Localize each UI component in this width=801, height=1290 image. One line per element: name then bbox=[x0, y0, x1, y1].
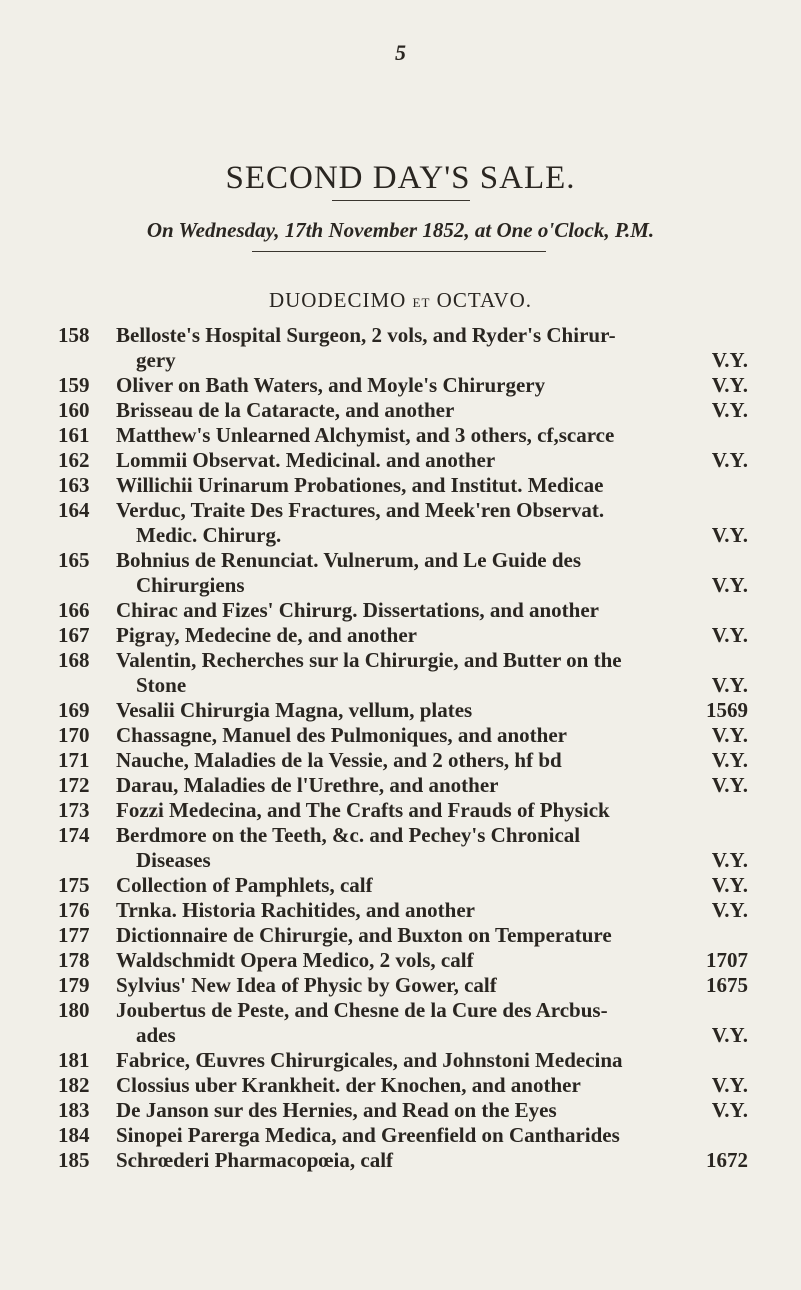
lot-number: 185 bbox=[58, 1148, 90, 1172]
lot-number: 159 bbox=[58, 373, 90, 397]
divider-top bbox=[332, 200, 470, 201]
lot-note bbox=[738, 1123, 748, 1148]
lot-entry bbox=[58, 998, 748, 1048]
lot-description: De Janson sur des Hernies, and Read on the Eyes bbox=[116, 1098, 557, 1122]
lot-note: V.Y. bbox=[711, 523, 748, 547]
sale-date: On Wednesday, 17th November 1852, at One o'Clock, P.M. bbox=[146, 218, 655, 242]
lot-number: 162 bbox=[58, 448, 90, 472]
lot-description: Darau, Maladies de l'Urethre, and another bbox=[116, 773, 499, 797]
lot-description: Chirac and Fizes' Chirurg. Dissertations, and another bbox=[116, 598, 599, 622]
lot-description: Berdmore on the Teeth, &c. and Pechey's Chronical bbox=[116, 823, 581, 847]
lot-number: 168 bbox=[58, 648, 90, 672]
lot-entry bbox=[58, 1123, 748, 1148]
lot-description: Dictionnaire de Chirurgie, and Buxton on Temperature bbox=[116, 923, 612, 947]
lot-description: Nauche, Maladies de la Vessie, and 2 others, hf bd bbox=[116, 748, 562, 772]
lot-note bbox=[738, 323, 748, 348]
lot-note: V.Y. bbox=[711, 623, 748, 647]
lot-entry bbox=[58, 448, 748, 473]
lot-description-continued: Diseases bbox=[136, 848, 211, 872]
lot-note: V.Y. bbox=[711, 348, 748, 372]
lot-note bbox=[738, 1048, 748, 1073]
lot-note: V.Y. bbox=[711, 723, 748, 747]
lot-number: 176 bbox=[58, 898, 90, 922]
lot-number: 183 bbox=[58, 1098, 90, 1122]
lot-note bbox=[738, 923, 748, 948]
lot-number: 179 bbox=[58, 973, 90, 997]
lot-note bbox=[738, 473, 748, 498]
lot-description: Vesalii Chirurgia Magna, vellum, plates bbox=[116, 698, 473, 722]
lot-note bbox=[738, 998, 748, 1023]
lot-number: 165 bbox=[58, 548, 90, 572]
lot-note bbox=[738, 648, 748, 673]
lot-description-continued: Chirurgiens bbox=[136, 573, 245, 597]
lot-note bbox=[738, 548, 748, 573]
lot-note: V.Y. bbox=[711, 673, 748, 697]
lot-note bbox=[738, 598, 748, 623]
lot-description: Sylvius' New Idea of Physic by Gower, calf bbox=[116, 973, 497, 997]
lot-number: 164 bbox=[58, 498, 90, 522]
lot-entry bbox=[58, 623, 748, 648]
lot-number: 173 bbox=[58, 798, 90, 822]
lot-description: Schrœderi Pharmacopœia, calf bbox=[116, 1148, 394, 1172]
lot-entry bbox=[58, 1098, 748, 1123]
lot-number: 170 bbox=[58, 723, 90, 747]
lot-note: V.Y. bbox=[711, 1023, 748, 1047]
lot-note: V.Y. bbox=[711, 898, 748, 922]
lot-note: V.Y. bbox=[711, 448, 748, 472]
lot-number: 172 bbox=[58, 773, 90, 797]
lot-entry bbox=[58, 873, 748, 898]
lot-number: 163 bbox=[58, 473, 90, 497]
lot-entry bbox=[58, 723, 748, 748]
lot-note: V.Y. bbox=[711, 373, 748, 397]
lot-description: Fabrice, Œuvres Chirurgicales, and Johnstoni Medecina bbox=[116, 1048, 623, 1072]
lot-note: V.Y. bbox=[711, 398, 748, 422]
lot-entry bbox=[58, 648, 748, 698]
lot-note bbox=[738, 498, 748, 523]
lot-entry bbox=[58, 898, 748, 923]
lot-number: 166 bbox=[58, 598, 90, 622]
lot-note: 1707 bbox=[706, 948, 748, 972]
lot-number: 177 bbox=[58, 923, 90, 947]
lot-note: V.Y. bbox=[711, 748, 748, 772]
lot-entry bbox=[58, 548, 748, 598]
lot-description: Oliver on Bath Waters, and Moyle's Chirurgery bbox=[116, 373, 546, 397]
lot-description: Clossius uber Krankheit. der Knochen, and another bbox=[116, 1073, 581, 1097]
lot-note: V.Y. bbox=[711, 1073, 748, 1097]
lot-description-continued: ades bbox=[136, 1023, 176, 1047]
lot-entry bbox=[58, 823, 748, 873]
lot-note bbox=[738, 823, 748, 848]
lot-entry bbox=[58, 598, 748, 623]
lot-description: Matthew's Unlearned Alchymist, and 3 others, cf,scarce bbox=[116, 423, 615, 447]
lot-note: V.Y. bbox=[711, 573, 748, 597]
lot-number: 175 bbox=[58, 873, 90, 897]
lot-note: 1675 bbox=[706, 973, 748, 997]
lot-entry bbox=[58, 423, 748, 448]
lot-entry bbox=[58, 373, 748, 398]
lot-number: 169 bbox=[58, 698, 90, 722]
lot-entry bbox=[58, 798, 748, 823]
lot-number: 178 bbox=[58, 948, 90, 972]
lot-number: 171 bbox=[58, 748, 90, 772]
lot-number: 181 bbox=[58, 1048, 90, 1072]
lot-number: 158 bbox=[58, 323, 90, 347]
lot-description: Waldschmidt Opera Medico, 2 vols, calf bbox=[116, 948, 474, 972]
lot-description-continued: Medic. Chirurg. bbox=[136, 523, 282, 547]
lot-entry bbox=[58, 948, 748, 973]
lot-description: Verduc, Traite Des Fractures, and Meek'ren Observat. bbox=[116, 498, 605, 522]
lot-description: Bohnius de Renunciat. Vulnerum, and Le Guide des bbox=[116, 548, 582, 572]
lot-note bbox=[738, 798, 748, 823]
lot-note: V.Y. bbox=[711, 773, 748, 797]
lot-description: Lommii Observat. Medicinal. and another bbox=[116, 448, 496, 472]
lot-description: Fozzi Medecina, and The Crafts and Frauds of Physick bbox=[116, 798, 610, 822]
lot-entry bbox=[58, 323, 748, 373]
lot-entry bbox=[58, 473, 748, 498]
lot-description: Sinopei Parerga Medica, and Greenfield on Cantharides bbox=[116, 1123, 620, 1147]
lot-number: 167 bbox=[58, 623, 90, 647]
lot-description: Willichii Urinarum Probationes, and Institut. Medicae bbox=[116, 473, 604, 497]
lot-entry bbox=[58, 1048, 748, 1073]
lot-note: V.Y. bbox=[711, 1098, 748, 1122]
section-part-3: OCTAVO. bbox=[436, 288, 533, 312]
lot-description: Pigray, Medecine de, and another bbox=[116, 623, 417, 647]
lot-entry bbox=[58, 1073, 748, 1098]
lot-note: 1672 bbox=[706, 1148, 748, 1172]
lot-note: 1569 bbox=[706, 698, 748, 722]
sale-title: SECOND DAY'S SALE. bbox=[225, 160, 576, 196]
lot-description-continued: gery bbox=[136, 348, 176, 372]
lot-entry bbox=[58, 698, 748, 723]
lot-description: Chassagne, Manuel des Pulmoniques, and another bbox=[116, 723, 567, 747]
lot-description: Trnka. Historia Rachitides, and another bbox=[116, 898, 475, 922]
lot-number: 160 bbox=[58, 398, 90, 422]
lot-description: Collection of Pamphlets, calf bbox=[116, 873, 373, 897]
lot-number: 161 bbox=[58, 423, 90, 447]
section-part-1: DUODECIMO bbox=[268, 288, 407, 312]
lot-description: Belloste's Hospital Surgeon, 2 vols, and Ryder's Chirur- bbox=[116, 323, 616, 347]
lot-list bbox=[58, 323, 748, 1173]
lot-entry bbox=[58, 973, 748, 998]
lot-entry bbox=[58, 923, 748, 948]
lot-description-continued: Stone bbox=[136, 673, 187, 697]
lot-entry bbox=[58, 498, 748, 548]
lot-description: Valentin, Recherches sur la Chirurgie, and Butter on the bbox=[116, 648, 622, 672]
divider-bottom bbox=[252, 251, 546, 252]
lot-entry bbox=[58, 748, 748, 773]
lot-number: 180 bbox=[58, 998, 90, 1022]
lot-note: V.Y. bbox=[711, 873, 748, 897]
lot-entry bbox=[58, 1148, 748, 1173]
lot-description: Brisseau de la Cataracte, and another bbox=[116, 398, 455, 422]
lot-description: Joubertus de Peste, and Chesne de la Cure des Arcbus- bbox=[116, 998, 608, 1022]
lot-entry bbox=[58, 773, 748, 798]
lot-note bbox=[738, 423, 748, 448]
lot-note: V.Y. bbox=[711, 848, 748, 872]
lot-number: 174 bbox=[58, 823, 90, 847]
lot-number: 182 bbox=[58, 1073, 90, 1097]
page-number: 5 bbox=[395, 40, 406, 65]
section-part-2: ET bbox=[412, 295, 431, 310]
lot-entry bbox=[58, 398, 748, 423]
lot-number: 184 bbox=[58, 1123, 90, 1147]
section-heading bbox=[0, 288, 801, 313]
